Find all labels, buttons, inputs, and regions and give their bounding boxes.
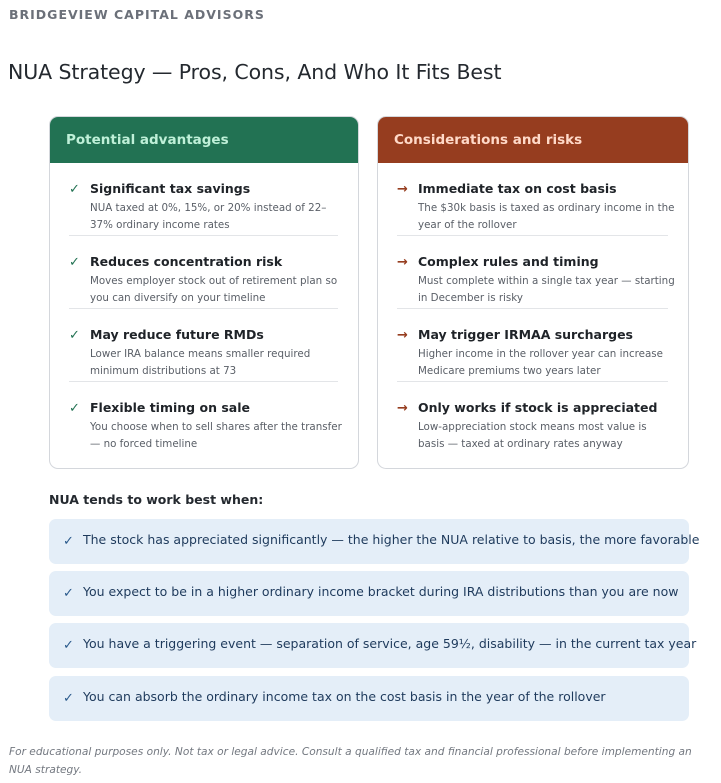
best-fit-text: You expect to be in a higher ordinary income bracket during IRA distributions than you are now — [83, 584, 679, 599]
checkmark-icon: ✓ — [69, 328, 80, 343]
advantages-card — [49, 116, 359, 469]
risk-item — [397, 382, 668, 455]
checkmark-icon: ✓ — [63, 638, 74, 653]
checkmark-icon: ✓ — [63, 691, 74, 706]
best-fit-item — [49, 676, 689, 721]
risks-card-header: Considerations and risks — [378, 117, 688, 163]
advantage-description: Lower IRA balance means smaller required minimum distributions at 73 — [90, 348, 311, 377]
risk-description: Higher income in the rollover year can increase Medicare premiums two years later — [418, 348, 664, 377]
best-fit-item — [49, 623, 697, 668]
risk-title: Immediate tax on cost basis — [418, 181, 617, 196]
best-fit-text: The stock has appreciated significantly — the higher the NUA relative to basis, the more favorable — [83, 532, 700, 547]
risk-title: May trigger IRMAA surcharges — [418, 327, 633, 342]
best-fit-item — [49, 571, 689, 616]
advantage-item — [69, 382, 342, 455]
risks-card — [377, 116, 689, 469]
advantage-title: Significant tax savings — [90, 181, 251, 196]
disclaimer: For educational purposes only. Not tax or legal advice. Consult a qualified tax and financial professional before implementing an NUA strategy. — [9, 746, 692, 776]
checkmark-icon: ✓ — [63, 586, 74, 601]
risk-item — [397, 163, 675, 236]
brand-name: BRIDGEVIEW CAPITAL ADVISORS — [9, 7, 265, 22]
arrow-right-icon: → — [397, 328, 408, 343]
risk-item — [397, 236, 675, 309]
checkmark-icon: ✓ — [63, 534, 74, 549]
advantage-item — [69, 236, 338, 309]
risk-description: The $30k basis is taxed as ordinary income in the year of the rollover — [418, 202, 675, 231]
risks-list — [378, 163, 688, 455]
best-fit-item — [49, 519, 700, 564]
best-fit-heading: NUA tends to work best when: — [49, 492, 264, 507]
advantages-card-header: Potential advantages — [50, 117, 358, 163]
arrow-right-icon: → — [397, 255, 408, 270]
page-title: NUA Strategy — Pros, Cons, And Who It Fits Best — [8, 60, 502, 84]
advantage-item — [69, 309, 338, 382]
advantages-list — [50, 163, 358, 455]
risk-item — [397, 309, 668, 382]
checkmark-icon: ✓ — [69, 255, 80, 270]
advantage-title: May reduce future RMDs — [90, 327, 264, 342]
risk-description: Low-appreciation stock means most value is basis — taxed at ordinary rates anyway — [418, 421, 647, 450]
risk-title: Only works if stock is appreciated — [418, 400, 658, 415]
risk-title: Complex rules and timing — [418, 254, 599, 269]
advantage-description: Moves employer stock out of retirement plan so you can diversify on your timeline — [90, 275, 338, 304]
advantage-title: Flexible timing on sale — [90, 400, 250, 415]
checkmark-icon: ✓ — [69, 182, 80, 197]
arrow-right-icon: → — [397, 401, 408, 416]
advantage-description: NUA taxed at 0%, 15%, or 20% instead of 22–37% ordinary income rates — [90, 202, 327, 231]
advantage-title: Reduces concentration risk — [90, 254, 283, 269]
advantage-item — [69, 163, 338, 236]
advantage-description: You choose when to sell shares after the transfer — no forced timeline — [90, 421, 342, 450]
best-fit-text: You can absorb the ordinary income tax on the cost basis in the year of the rollover — [83, 689, 606, 704]
arrow-right-icon: → — [397, 182, 408, 197]
risk-description: Must complete within a single tax year — starting in December is risky — [418, 275, 675, 304]
checkmark-icon: ✓ — [69, 401, 80, 416]
best-fit-text: You have a triggering event — separation of service, age 59½, disability — in the current tax year — [83, 636, 697, 651]
